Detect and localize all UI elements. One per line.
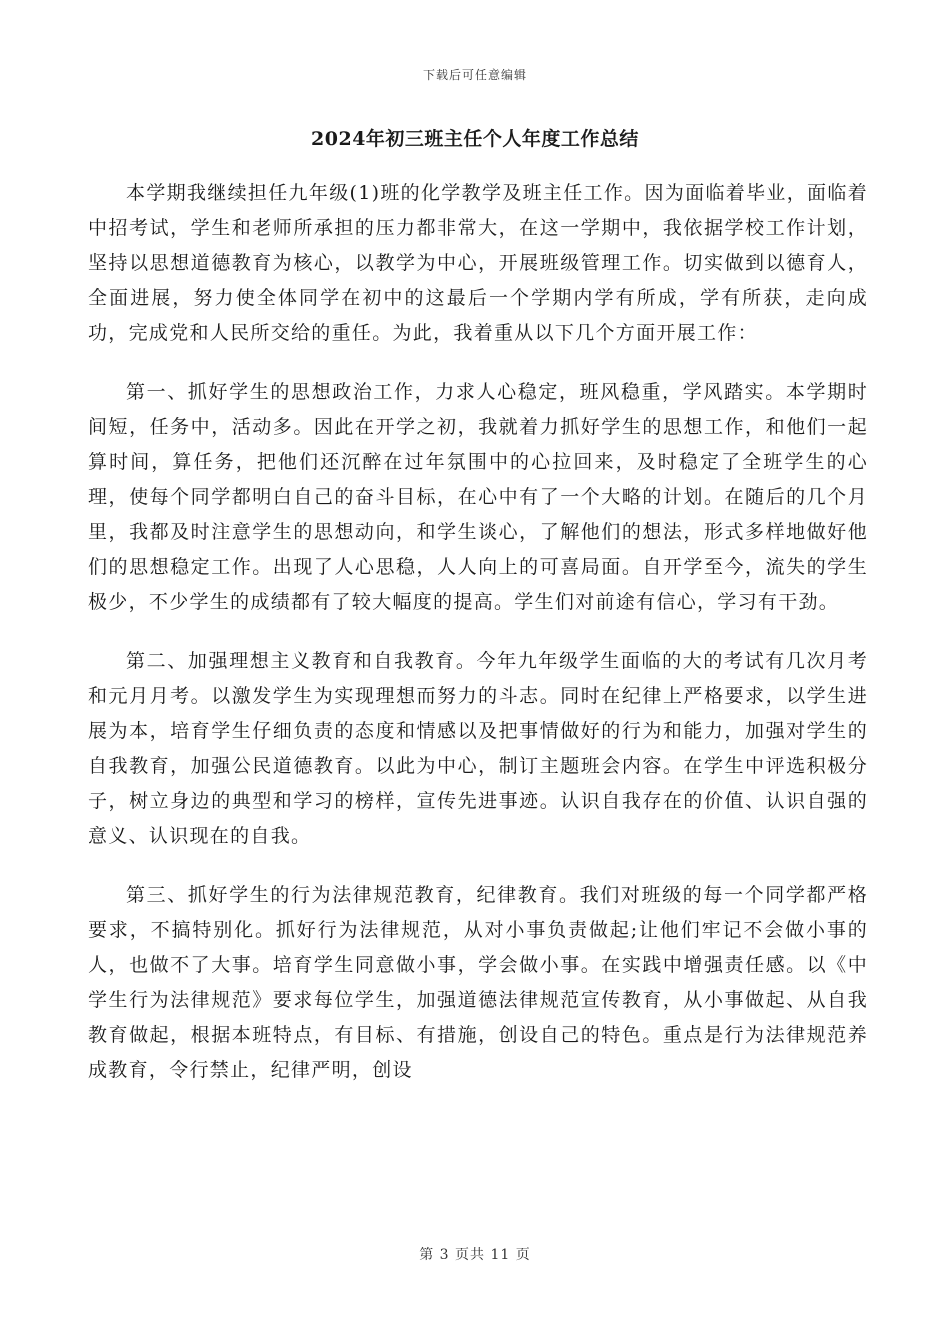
document-body <box>88 176 868 1112</box>
document-title: 2024年初三班主任个人年度工作总结 <box>311 128 639 150</box>
page-footer: 第 3 页共 11 页 <box>419 1247 531 1263</box>
paragraph-first: 第一、抓好学生的思想政治工作，力求人心稳定，班风稳重，学风踏实。本学期时间短，任务中，活动多。因此在开学之初，我就着力抓好学生的思想工作，和他们一起算时间，算任务，把他们还沉醉在过年氛围中的心拉回来，及时稳定了全班学生的心理，使每个同学都明白自己的奋斗目标，在心中有了一个大略的计划。在随后的几个月里，我都及时注意学生的思想动向，和学生谈心，了解他们的想法，形式多样地做好他们的思想稳定工作。出现了人心思稳，人人向上的可喜局面。自开学至今，流失的学生极少，不少学生的成绩都有了较大幅度的提高。学生们对前途有信心，学习有干劲。 <box>88 381 868 613</box>
paragraph-intro: 本学期我继续担任九年级(1)班的化学教学及班主任工作。因为面临着毕业，面临着中招考试，学生和老师所承担的压力都非常大，在这一学期中，我依据学校工作计划，坚持以思想道德教育为核心，以教学为中心，开展班级管理工作。切实做到以德育人，全面进展，努力使全体同学在初中的这最后一个学期内学有所成，学有所获，走向成功，完成党和人民所交给的重任。为此，我着重从以下几个方面开展工作： <box>88 182 868 344</box>
header-note: 下载后可任意编辑 <box>422 68 527 82</box>
paragraph-third: 第三、抓好学生的行为法律规范教育，纪律教育。我们对班级的每一个同学都严格要求，不搞特别化。抓好行为法律规范，从对小事负责做起;让他们牢记不会做小事的人，也做不了大事。培育学生同意做小事，学会做小事。在实践中增强责任感。以《中学生行为法律规范》要求每位学生，加强道德法律规范宣传教育，从小事做起、从自我教育做起，根据本班特点，有目标、有措施，创设自己的特色。重点是行为法律规范养成教育，令行禁止，纪律严明，创设 <box>88 884 868 1081</box>
paragraph-second: 第二、加强理想主义教育和自我教育。今年九年级学生面临的大的考试有几次月考和元月月考。以激发学生为实现理想而努力的斗志。同时在纪律上严格要求，以学生进展为本，培育学生仔细负责的态度和情感以及把事情做好的行为和能力，加强对学生的自我教育，加强公民道德教育。以此为中心，制订主题班会内容。在学生中评选积极分子，树立身边的典型和学习的榜样，宣传先进事迹。认识自我存在的价值、认识自强的意义、认识现在的自我。 <box>88 650 868 847</box>
